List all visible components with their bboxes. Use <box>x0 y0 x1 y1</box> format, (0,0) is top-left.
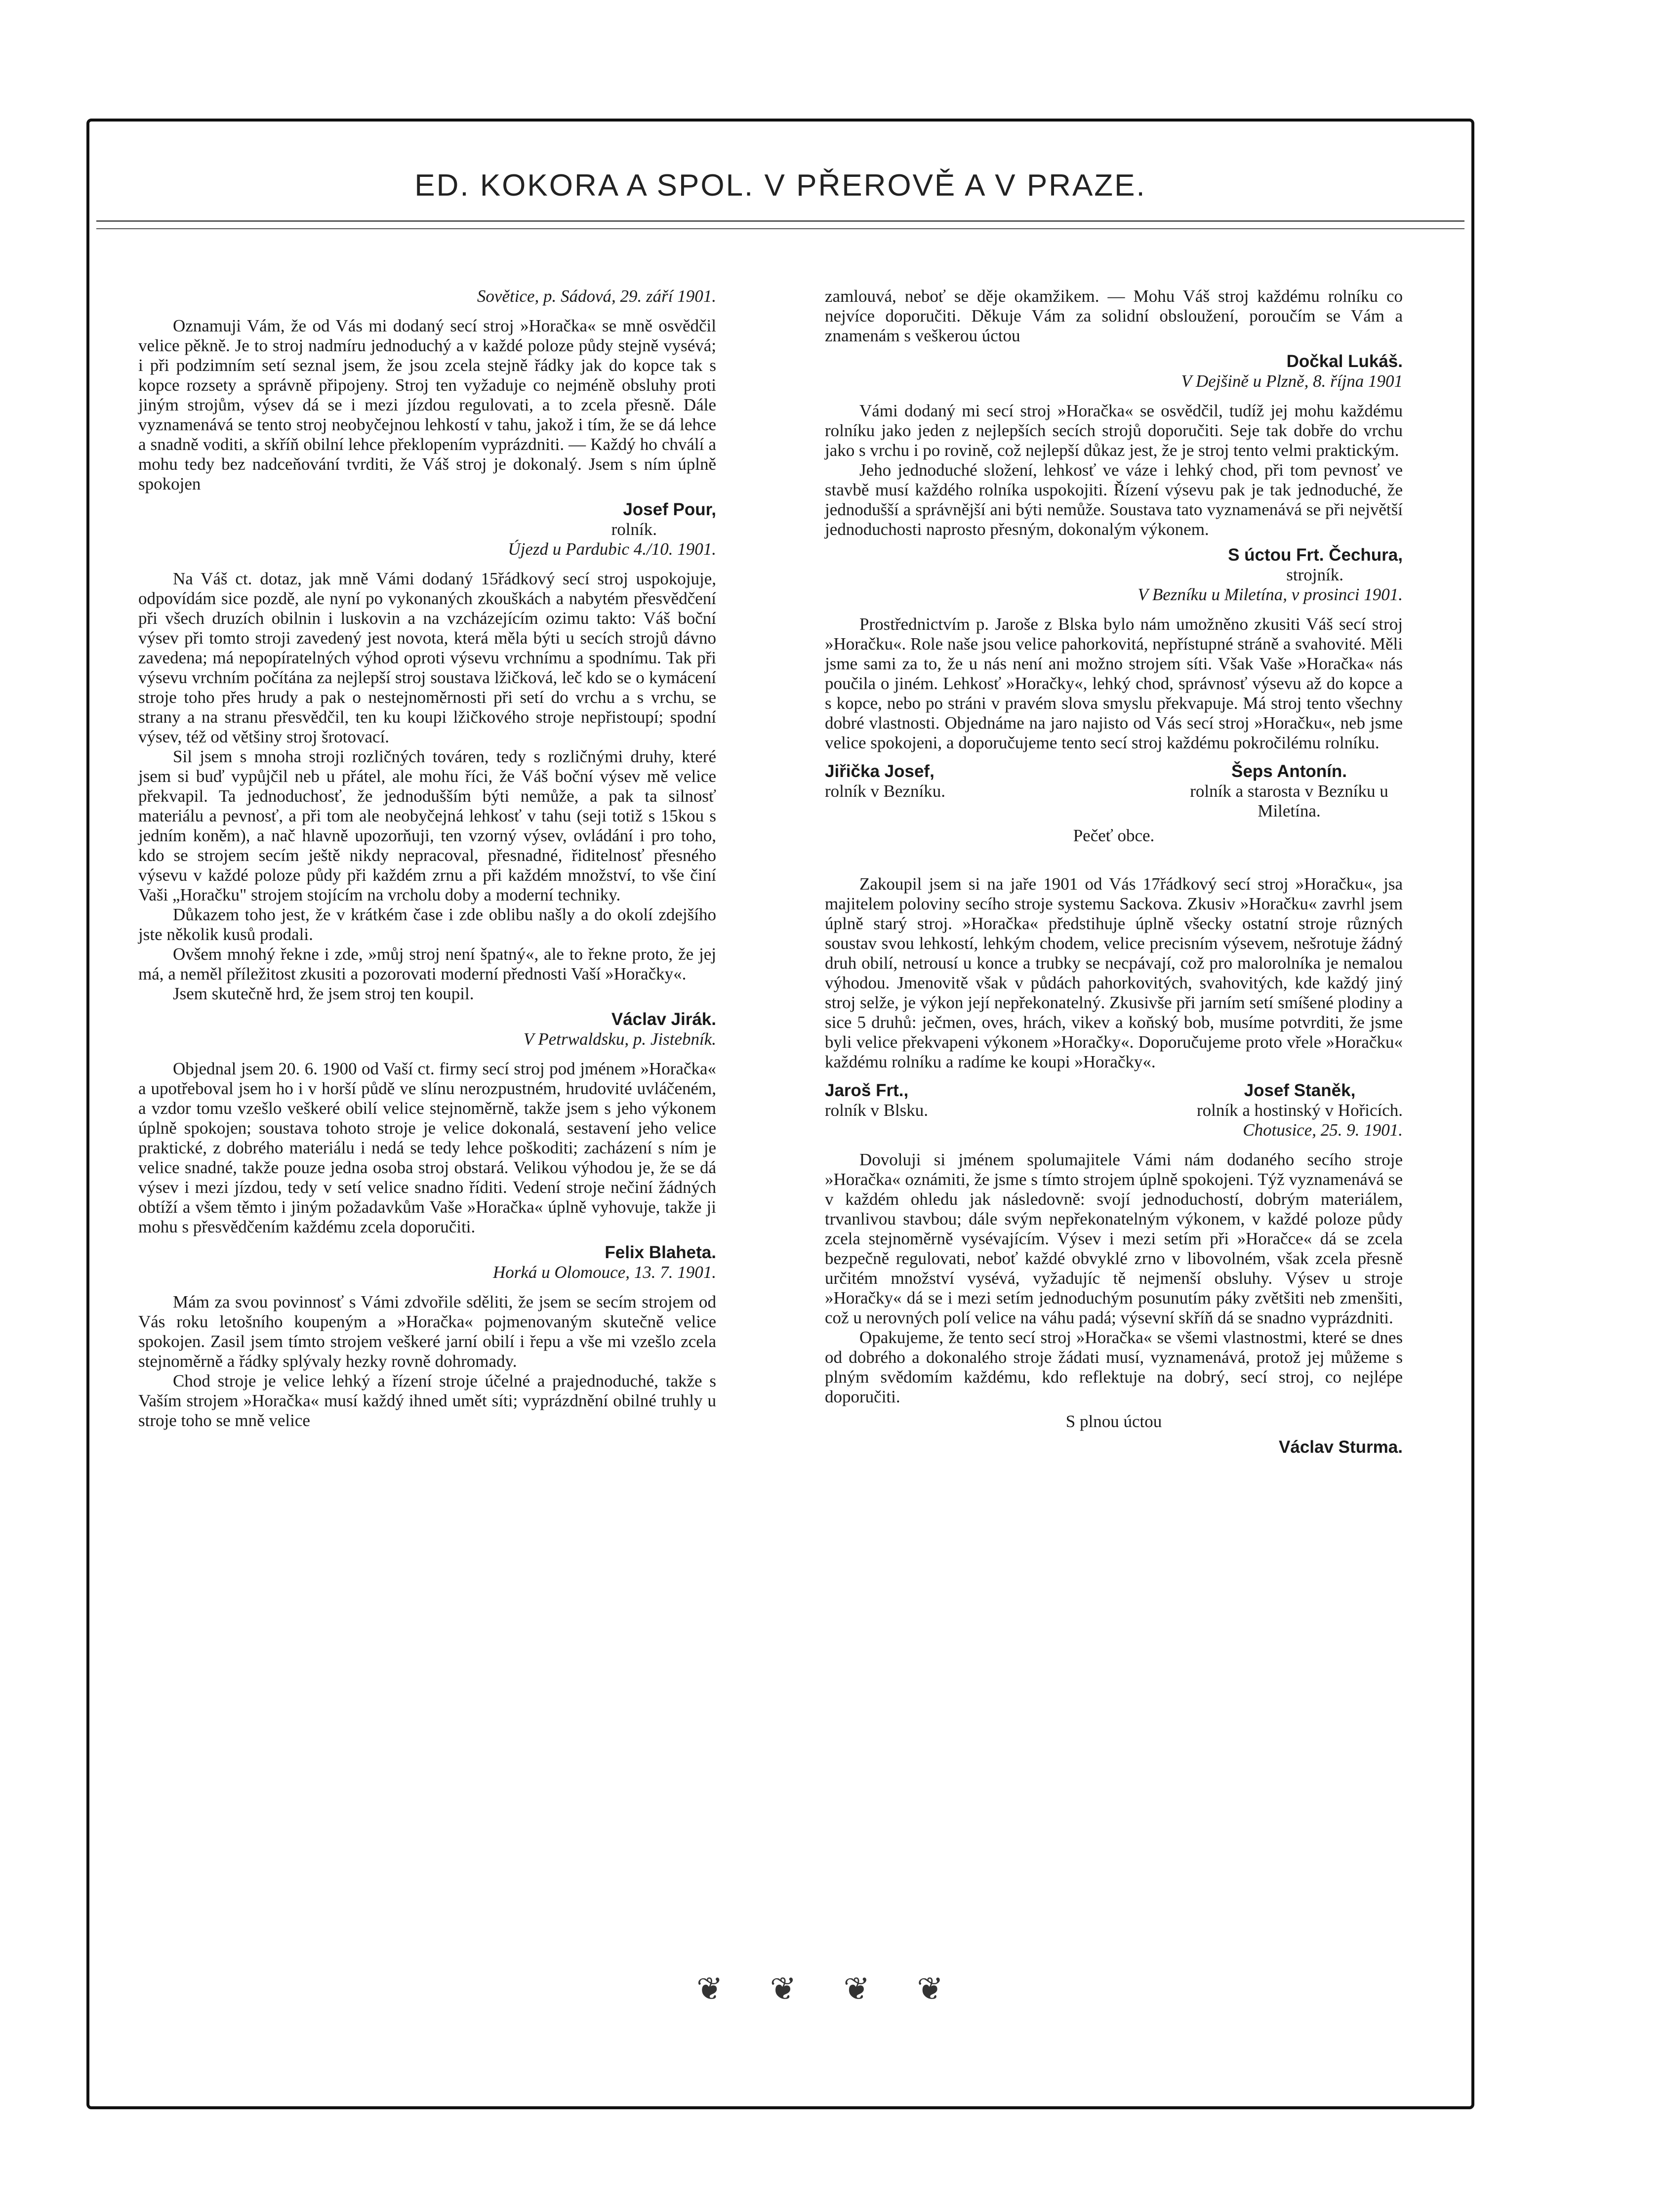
letter-sovetice <box>138 287 716 539</box>
letter-paragraph: Důkazem toho jest, že v krátkém čase i zde oblibu našly a do okolí zdejšího jste několik kusů prodali. <box>138 905 716 944</box>
signature: Josef Pour, <box>623 500 716 519</box>
letter-heading: Horká u Olomouce, 13. 7. 1901. <box>492 1263 716 1282</box>
letter-ujezd <box>138 539 716 1029</box>
letter-body: Zakoupil jsem si na jaře 1901 od Vás 17řádkový secí stroj »Horačku«, jsa majitelem poloviny secího stroje systemu Sackova. Zkusiv »Horačku« zavrhl jsem úplně starý stroj. »Horačka« předstihuje úplně všecky ostatní stroje různých soustav svou lehkostí, lehkým chodem, velice precisním výsevem, nešrotuje žádný druh obilí, netrousí u konce a trubky se necpávají, což pro malorolníka je nemalou výhodou. Jmenovitě však v půdách pahorkovitých, svahovitých, kde každý jiný stroj selže, je výkon její nepřekonatelný. Zkusivše při jarním setí smíšené plodiny a sice 5 druhů: ječmen, oves, hrách, vikev a koňský bob, musíme potvrditi, že jsme byli velice překvapeni výkonem »Horačky«. Doporučujeme proto vřele »Horačku« každému rolníku a radíme ke koupi »Horačky«. <box>825 874 1403 1071</box>
letter-paragraph: Jeho jednoduché složení, lehkosť ve váze i lehký chod, při tom pevnosť ve stavbě musí každého rolníka uspokojiti. Řízení výsevu pak je tak jednoduché, že jednodušší a správnější ani býti nemůže. Soustava tato vyznamenává se při největší jednoduchosti naprosto přesným, dokonalým výkonem. <box>825 460 1403 539</box>
letter-heading: V Petrwaldsku, p. Jistebník. <box>523 1029 716 1049</box>
letter-body: zamlouvá, neboť se děje okamžikem. — Mohu Váš stroj každému rolníku co nejvíce doporučiti. Děkuje Vám za solidní obsloužení, poroučím se Vám a znamenám s veškerou úctou <box>825 287 1403 345</box>
signature: Václav Sturma. <box>1279 1437 1403 1457</box>
letter-paragraph: Chod stroje je velice lehký a řízení stroje účelné a prajednoduché, takže s Vaším strojem »Horačka« musí každý ihned umět síti; vyprázdnění obilné truhly u stroje toho se mně velice <box>138 1371 716 1430</box>
signature-block <box>1197 1081 1403 1120</box>
letter-blsko <box>825 874 1403 1120</box>
leaf-ornament-icon: ❦ <box>770 1971 797 2007</box>
leaf-ornament-icon: ❦ <box>696 1971 723 2007</box>
signature-row <box>825 1081 1403 1120</box>
letter-heading: V Dejšině u Plzně, 8. října 1901 <box>1181 371 1403 391</box>
letter-paragraph: Ovšem mnohý řekne i zde, »můj stroj není špatný«, ale to řekne proto, že jej má, a neměl příležitost zkusiti a pozorovati moderní přednosti Vaší »Horačky«. <box>138 944 716 983</box>
letter-paragraph: Dovoluji si jménem spolumajitele Vámi nám dodaného secího stroje »Horačka« oznámiti, že jsme s tímto strojem úplně spokojeni. Týž vyznamenává se v každém ohledu jak následovně: svojí jednoduchostí, dobrým materiálem, trvanlivou stavbou; dále svým nepřekonatelným výkonem, v každé poloze půdy zcela stejnoměrně vysévajícím. Výsev i mezi setím při »Horačce« dá se zcela bezpečně regulovati, neboť každé obvyklé zrno v libovolném, však zcela přesně určitém množství vysévá, vyžadujíc tě nejmenší obsluhy. Výsev u stroje »Horačky« dá se i mezi setím jednoduchým posunutím páky zvětšiti neb zmenšiti, což u nerovných polí velice na váhu padá; výsevní skříň dá se snadno vyprázdniti. <box>825 1150 1403 1327</box>
letter-heading: Újezd u Pardubic 4./10. 1901. <box>508 539 716 559</box>
signature-row <box>825 762 1403 821</box>
letter-body: Prostřednictvím p. Jaroše z Blska bylo nám umožněno zkusiti Váš secí stroj »Horačku«. Role naše jsou velice pahorkovitá, nepřístupné stráně a svahovité. Měli jsme sami za to, že u nás není ani možno strojem síti. Však Vaše »Horačka« nás poučila o jiném. Lehkosť »Horačky«, lehký chod, správnosť výsevu až do kopce a s kopce, nebo po stráni v pravém slova smyslu překvapuje. Má stroj tento všechny dobré vlastnosti. Objednáme na jaro najisto od Vás secí stroj »Horačku«, neb jsme velice spokojeni, a doporučujeme tento secí stroj každému pokročilému rolníku. <box>825 614 1403 752</box>
signature-title: rolník. <box>611 520 657 539</box>
header-rule <box>96 220 1464 222</box>
letter-paragraph: Sil jsem s mnoha stroji rozličných továren, tedy s rozličnými druhy, které jsem si buď vypůjčil neb u přátel, ale mohu říci, že Váš boční výsev mě velice překvapil. Ta jednoduchosť, že jednodušším býti nemůže, a pak ta silnosť materiálu a pevnosť, a při tom ale neobyčejná lehkosť v tahu (seji totiž s 15kou s jedním koněm), a nač hlavně upozorňuji, ten vzorný výsev, ovládání i pro toho, kdo se strojem secím ještě nikdy nepracoval, přesnadné, řiditelnosť přesného výsevu v každé poloze půdy při každém zrnu a při každém množství, to vše činí Vaši „Horačku" strojem stojícím na vrcholu doby a moderní techniky. <box>138 747 716 904</box>
letter-paragraph: Opakujeme, že tento secí stroj »Horačka« se všemi vlastnostmi, které se dnes od dobrého a dokonalého stroje žádati musí, vyznamenává, protož jej můžeme s plným svědomím každému, kdo reflektuje na dobrý, secí stroj, co nejlépe doporučiti. <box>825 1328 1403 1406</box>
floral-ornament <box>696 1971 943 2007</box>
letter-horka <box>138 1263 716 1431</box>
signature-name: Jiřička Josef, <box>825 762 935 781</box>
page-header: ED. KOKORA A SPOL. V PŘEROVĚ A V PRAZE. <box>414 168 1146 203</box>
letter-heading: Sovětice, p. Sádová, 29. září 1901. <box>477 287 716 306</box>
signature: Dočkal Lukáš. <box>1286 352 1403 371</box>
signature-name: Josef Staněk, <box>1244 1081 1356 1100</box>
letter-heading: Chotusice, 25. 9. 1901. <box>1243 1120 1403 1140</box>
left-column <box>138 287 716 1431</box>
letter-petrwaldsko <box>138 1029 716 1263</box>
signature: Václav Jirák. <box>611 1010 716 1029</box>
letter-paragraph: Vámi dodaný mi secí stroj »Horačka« se osvědčil, tudíž jej mohu každému rolníku jako jeden z nejlepších secích strojů doporučiti. Seje tak dobře do vrchu jako s vrchu i po rovině, což nejlepší důkaz jest, že je stroj tento velmi praktickým. <box>825 401 1403 460</box>
leaf-ornament-icon: ❦ <box>917 1971 943 2007</box>
letter-paragraph: Na Váš ct. dotaz, jak mně Vámi dodaný 15řádkový secí stroj uspokojuje, odpovídám sice pozdě, ale nyní po vykonaných zkouškách a nabytém přesvědčení při všech druzích obilnin i luskovin a na vzcházejícím ozimu takto: Váš boční výsev při tomto stroji zavedený jest novota, která měla býti u secích strojů dávno zavedena; má nepopíratelných výhod oproti výsevu vrchnímu a spodnímu. Tak při výsevu vrchním počítána za nejlepší stroj soustava lžičková, leč kdo se o kymácení stroje toho přes hrudy a pak o nestejnoměrnosti při setí do vrchu a s vrchu, se strany a na stranu přesvědčil, ten ku koupi lžičkového stroje nepřistoupí; spodní výsev, též od většiny stroj šrotovací. <box>138 569 716 746</box>
signature-title: rolník a starosta v Bezníku u Miletína. <box>1190 781 1388 820</box>
signature: Felix Blaheta. <box>605 1243 716 1262</box>
signature-title: strojník. <box>1286 565 1343 584</box>
signature-name: Šeps Antonín. <box>1231 762 1347 781</box>
signature: S úctou Frt. Čechura, <box>1228 545 1403 565</box>
right-column <box>825 287 1403 1457</box>
letter-beznik <box>825 585 1403 846</box>
letter-body: Objednal jsem 20. 6. 1900 od Vaší ct. firmy secí stroj pod jménem »Horačka« a upotřeboval jsem ho i v horší půdě ve slínu nerozpustném, hrudovité uvláčeném, a vzdor tomu vzešlo veškeré obilí velice stejnoměrně, takže jsem s jeho výkonem úplně spokojen; soustava tohoto stroje je velice dokonalá, sestavení jeho velice praktické, z dobrého materiálu i nedá se tedy lehce poškoditi; zacházení s ním je velice snadné, takže pouze jedna osoba stroj obstará. Velikou výhodou je, že se dá výsev i mezi jízdou, tedy v setí velice snadno říditi. Vedení stroje nečiní žádných obtíží a všem těmto i jiným požadavkům Vaše »Horačka« úplně vyhovuje, takže ji mohu s přesvědčením každému zcela doporučiti. <box>138 1059 716 1236</box>
signature-title: rolník a hostinský v Hořicích. <box>1196 1101 1403 1120</box>
letter-heading: V Bezníku u Miletína, v prosinci 1901. <box>1138 585 1403 604</box>
letter-paragraph: Jsem skutečně hrd, že jsem stroj ten koupil. <box>173 984 474 1003</box>
signature-block <box>825 1081 928 1120</box>
signature-title: rolník v Blsku. <box>825 1101 929 1120</box>
letter-body: Oznamuji Vám, že od Vás mi dodaný secí stroj »Horačka« se mně osvědčil velice pěkně. Je to stroj nadmíru jednoduchý a v každé poloze půdy stejně vysévá; i při podzimním setí seznal jsem, že jsou zcela stejně řádky jak do kopce tak s kopce rozsety a správně připojeny. Stroj ten vyžaduje co nejméně obsluhy proti jiným strojům, výsev dá se i mezi jízdou regulovati, a to zcela přesně. Dále vyznamenává se tento stroj neobyčejnou lehkostí v tahu, jakož i tím, že se dá lehce a snadně voditi, a skříň obilní lehce překlopením vyprázdniti. — Každý ho chválí a mohu tedy bez nadceňování tvrditi, že Váš stroj je dokonalý. Jsem s ním úplně spokojen <box>138 316 716 493</box>
signature-name: Jaroš Frt., <box>825 1081 909 1100</box>
seal-note: Pečeť obce. <box>1073 826 1155 845</box>
letter-paragraph: Mám za svou povinnosť s Vámi zdvořile sděliti, že jsem se secím strojem od Vás roku letošního koupeným a »Horačka« pojmenovaným skutečně velice spokojen. Zasil jsem tímto strojem veškeré jarní obilí i řepu a vše mi vzešlo zcela stejnoměrně a řádky splývaly hezky rovně dohromady. <box>138 1292 716 1371</box>
signature-block <box>1176 762 1403 821</box>
closing-phrase: S plnou úctou <box>1065 1412 1162 1431</box>
header-rule-thin <box>96 228 1464 229</box>
signature-title: rolník v Bezníku. <box>825 781 945 801</box>
leaf-ornament-icon: ❦ <box>843 1971 870 2007</box>
signature-block <box>825 762 945 821</box>
letter-continuation <box>825 287 1403 371</box>
letter-dejsina <box>825 371 1403 585</box>
letter-chotusice <box>825 1120 1403 1457</box>
